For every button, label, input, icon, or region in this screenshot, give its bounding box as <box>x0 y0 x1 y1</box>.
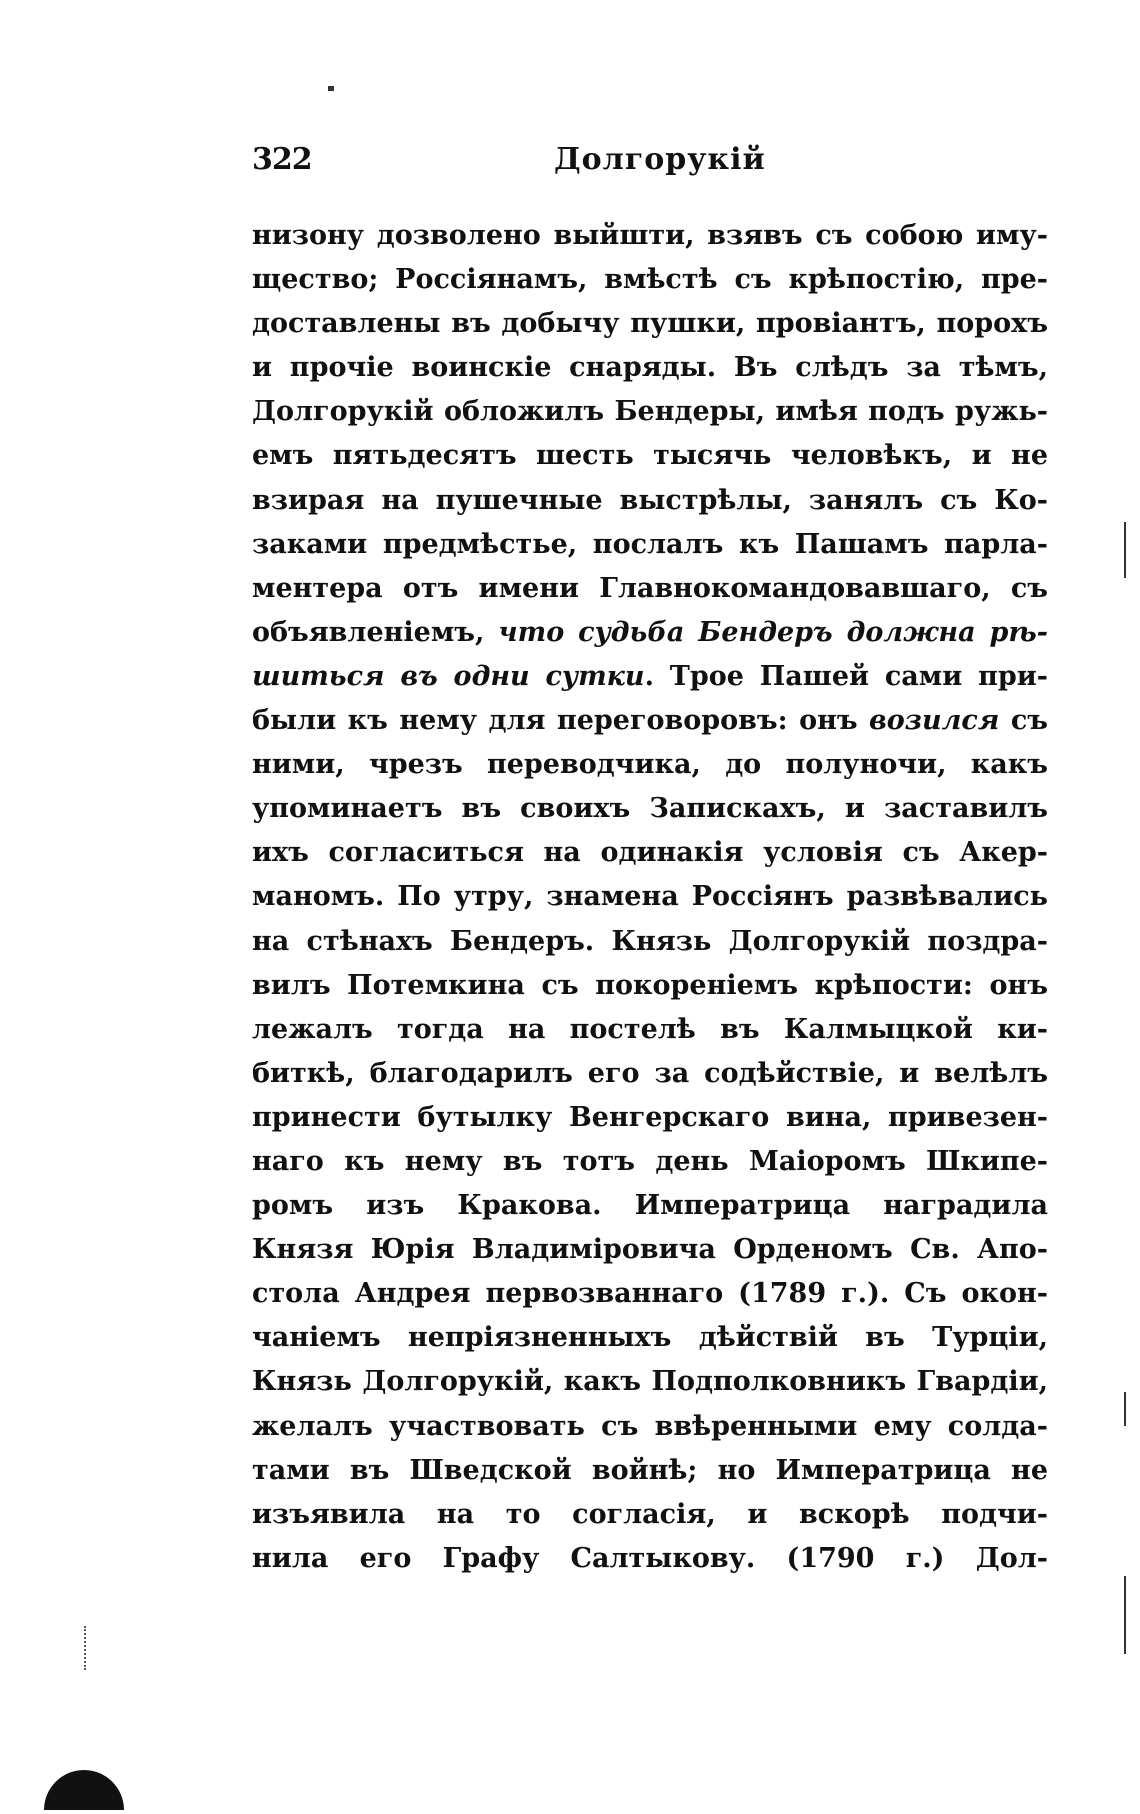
ink-speck <box>328 86 334 91</box>
text-line <box>252 699 1048 743</box>
text-segment: на стѣнахъ Бендеръ. Князь Долгорукій поздра- <box>252 925 1048 957</box>
text-line-content <box>252 1272 1048 1316</box>
text-segment: доставлены въ добычу пушки, провіантъ, порохъ <box>252 308 1048 340</box>
edge-mark <box>1124 522 1126 578</box>
text-line <box>252 1096 1048 1140</box>
text-line <box>252 1272 1048 1316</box>
text-segment: ними, чрезъ переводчика, до полуночи, какъ <box>252 749 1048 781</box>
text-line <box>252 831 1048 875</box>
text-line-content <box>252 390 1048 434</box>
text-segment: заками предмѣстье, послалъ къ Пашамъ парла- <box>252 528 1048 560</box>
text-line-content <box>252 1052 1048 1096</box>
text-line <box>252 1228 1048 1272</box>
text-segment: упоминаетъ въ своихъ Запискахъ, и заставилъ <box>252 793 1048 825</box>
ink-blot <box>44 1770 124 1810</box>
text-segment: вилъ Потемкина съ покореніемъ крѣпости: онъ <box>252 969 1048 1001</box>
italic-text: что судьба Бендеръ должна рѣ- <box>498 616 1048 648</box>
text-line-content <box>252 1405 1048 1449</box>
text-segment: принести бутылку Венгерскаго вина, привезен- <box>252 1101 1048 1133</box>
text-segment: стола Андрея первозваннаго (1789 г.). Съ окон- <box>252 1278 1048 1310</box>
text-line <box>252 258 1048 302</box>
text-line <box>252 875 1048 919</box>
text-segment: ихъ согласиться на одинакія условія съ Акер- <box>252 837 1048 869</box>
text-line <box>252 523 1048 567</box>
text-line-content <box>252 611 1048 655</box>
text-segment: тами въ Шведской войнѣ; но Императрица не <box>252 1454 1048 1486</box>
italic-text: возился <box>869 705 1000 737</box>
text-line-content <box>252 1449 1048 1493</box>
text-segment: . Трое Пашей сами при- <box>644 660 1048 692</box>
text-segment: желалъ участвовать съ ввѣренными ему солда- <box>252 1410 1048 1442</box>
text-line <box>252 1140 1048 1184</box>
text-line-content <box>252 655 1048 699</box>
text-line-content <box>252 787 1048 831</box>
text-line <box>252 1537 1048 1581</box>
text-line-content <box>252 523 1048 567</box>
text-line-content <box>252 346 1048 390</box>
text-line <box>252 611 1048 655</box>
text-segment: ментера отъ имени Главнокомандовавшаго, съ <box>252 572 1048 604</box>
text-segment: и прочіе воинскіе снаряды. Въ слѣдъ за тѣмъ, <box>252 352 1048 384</box>
text-line <box>252 302 1048 346</box>
text-line-content <box>252 1184 1048 1228</box>
text-line-content <box>252 1228 1048 1272</box>
italic-text: шиться въ одни сутки <box>252 660 645 692</box>
text-line <box>252 390 1048 434</box>
text-segment: биткѣ, благодарилъ его за содѣйствіе, и велѣлъ <box>252 1057 1048 1089</box>
text-line-content <box>252 302 1048 346</box>
text-line-content <box>252 699 1048 743</box>
text-line <box>252 1360 1048 1404</box>
text-segment: Князь Долгорукій, какъ Подполковникъ Гвардіи, <box>252 1366 1048 1398</box>
text-line <box>252 1449 1048 1493</box>
text-line <box>252 1493 1048 1537</box>
text-segment: Князя Юрія Владиміровича Орденомъ Св. Апо- <box>252 1234 1048 1266</box>
text-line <box>252 964 1048 1008</box>
text-segment: лежалъ тогда на постелѣ въ Калмыцкой ки- <box>252 1013 1048 1045</box>
text-line-content <box>252 831 1048 875</box>
text-segment: наго къ нему въ тотъ день Маіоромъ Шкипе- <box>252 1145 1048 1177</box>
text-line-content <box>252 1493 1048 1537</box>
text-segment: низону дозволено выйшти, взявъ съ собою иму- <box>252 220 1048 251</box>
text-line-content <box>252 1008 1048 1052</box>
text-line-content <box>252 567 1048 611</box>
text-line <box>252 920 1048 964</box>
text-segment: были къ нему для переговоровъ: онъ <box>252 705 870 737</box>
text-line <box>252 567 1048 611</box>
text-line <box>252 1008 1048 1052</box>
page-header <box>252 142 1048 190</box>
text-line-content <box>252 1316 1048 1360</box>
text-line <box>252 787 1048 831</box>
text-segment: Долгорукій обложилъ Бендеры, имѣя подъ ружь- <box>252 396 1048 428</box>
text-segment: взирая на пушечные выстрѣлы, занялъ съ Ко- <box>252 484 1048 516</box>
text-line <box>252 479 1048 523</box>
body-text <box>252 214 1048 1581</box>
text-segment: щество; Россіянамъ, вмѣстѣ съ крѣпостію, пре- <box>252 264 1048 296</box>
page-number: 322 <box>252 142 312 177</box>
text-line-content <box>252 1537 1048 1581</box>
text-segment: изъявила на то согласія, и вскорѣ подчи- <box>252 1498 1048 1530</box>
edge-mark <box>1124 1576 1126 1654</box>
text-segment: объявленіемъ, <box>252 616 499 648</box>
text-line-content <box>252 875 1048 919</box>
text-line-content <box>252 1096 1048 1140</box>
text-line <box>252 434 1048 478</box>
text-segment: маномъ. По утру, знамена Россіянъ развѣвались <box>252 881 1048 913</box>
text-segment: чаніемъ непріязненныхъ дѣйствій въ Турціи, <box>252 1322 1048 1354</box>
text-segment: нила его Графу Салтыкову. (1790 г.) Дол- <box>252 1542 1048 1574</box>
text-line-content <box>252 258 1048 302</box>
text-line-content <box>252 214 1048 258</box>
text-segment: съ <box>999 705 1048 737</box>
edge-mark <box>1124 1392 1126 1426</box>
text-line <box>252 743 1048 787</box>
text-line <box>252 1052 1048 1096</box>
text-line-content <box>252 1140 1048 1184</box>
text-line <box>252 655 1048 699</box>
text-line <box>252 214 1048 258</box>
text-line <box>252 1316 1048 1360</box>
text-line <box>252 1184 1048 1228</box>
running-head: Долгорукій <box>554 142 766 177</box>
text-line-content <box>252 743 1048 787</box>
text-line-content <box>252 920 1048 964</box>
text-line-content <box>252 1360 1048 1404</box>
text-line-content <box>252 964 1048 1008</box>
text-line-content <box>252 479 1048 523</box>
text-segment: емъ пятьдесятъ шесть тысячь человѣкъ, и не <box>252 440 1048 472</box>
margin-mark <box>84 1626 94 1670</box>
text-line <box>252 346 1048 390</box>
text-line-content <box>252 434 1048 478</box>
text-segment: ромъ изъ Кракова. Императрица наградила <box>252 1190 1048 1222</box>
text-line <box>252 1405 1048 1449</box>
